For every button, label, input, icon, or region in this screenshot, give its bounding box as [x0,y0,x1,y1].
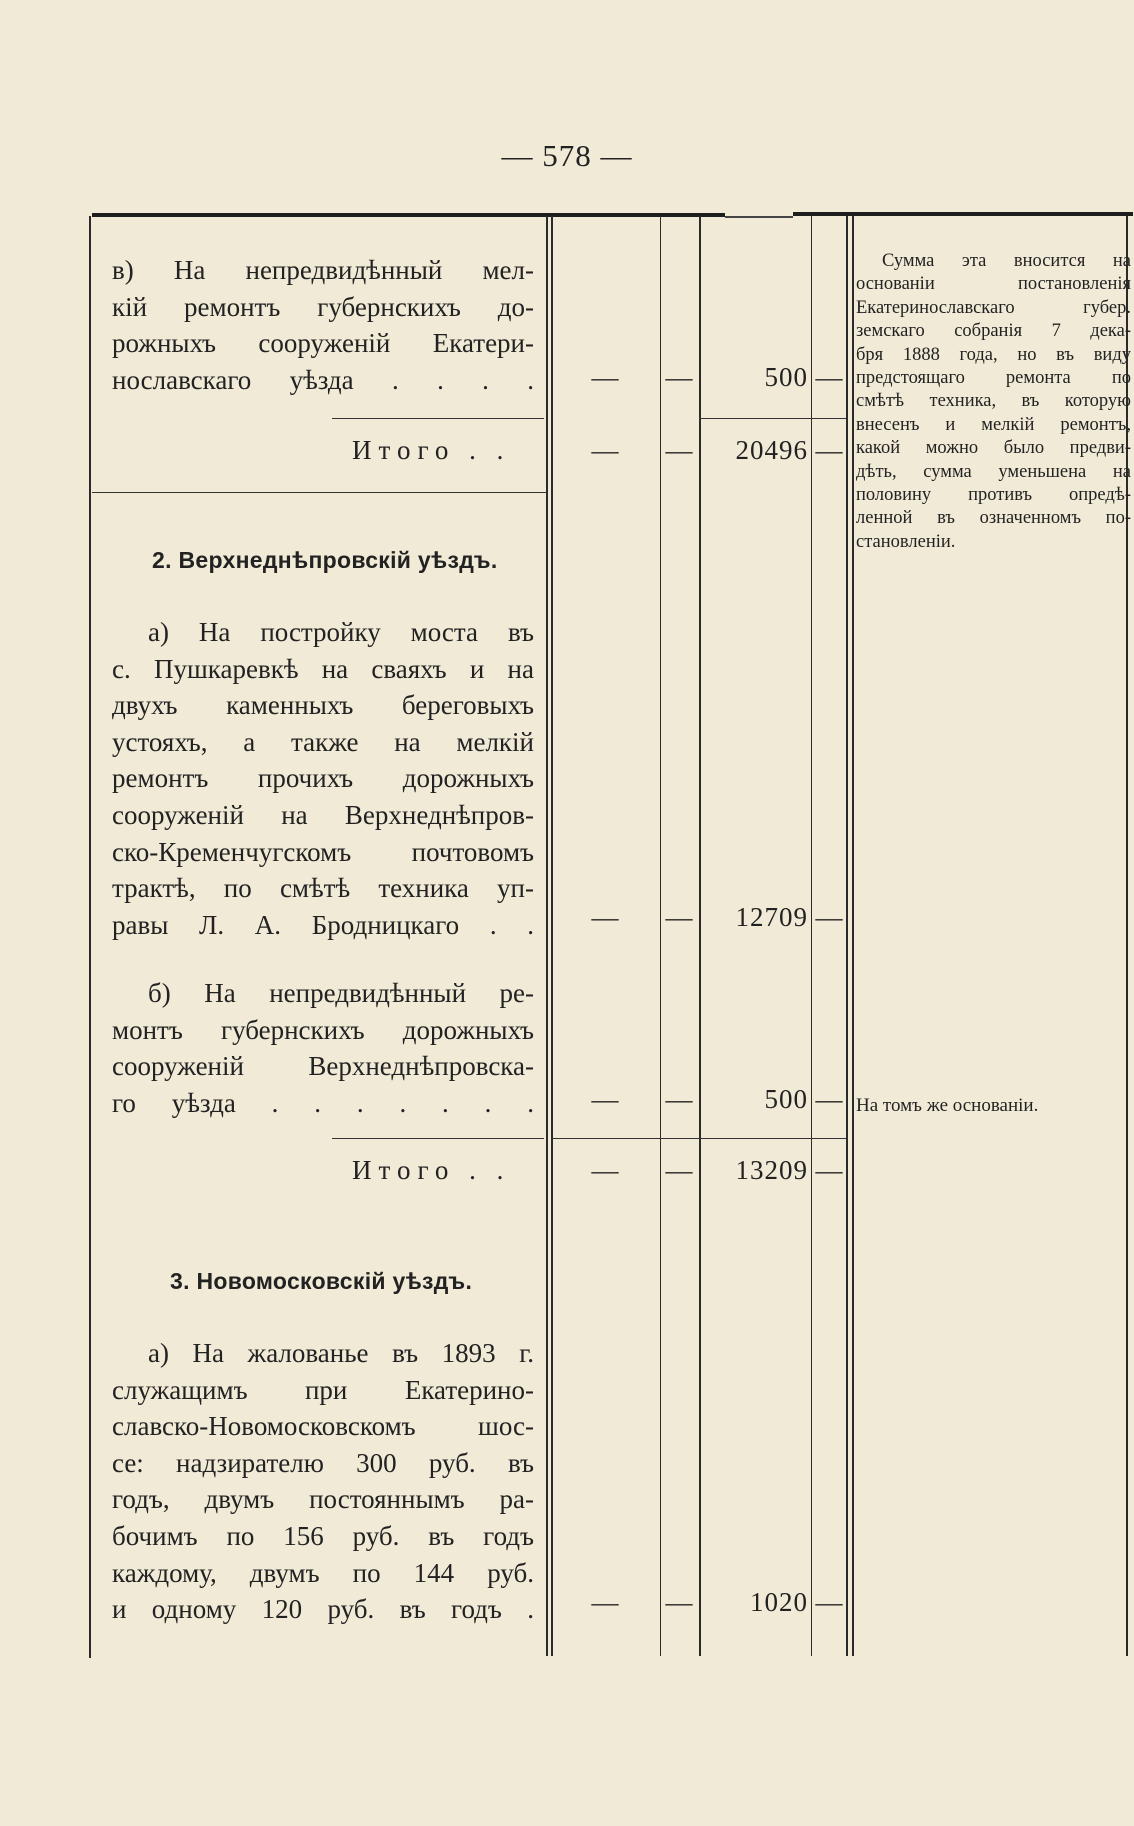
text-line: бочимъ по 156 руб. въ годъ [112,1520,534,1551]
note-v [856,250,1131,554]
section-v-text [112,252,534,398]
top-rule-right [793,212,1133,216]
dash-col4: — [815,1587,843,1617]
text-line: трактѣ, по смѣтѣ техника уп- [112,873,534,904]
text-line: а) На жалованье въ 1893 г. [148,1338,534,1368]
note-line: ленной въ означенномъ по- [856,508,1131,529]
section-2b-text [112,975,534,1121]
text-line: двухъ каменныхъ береговыхъ [112,690,534,721]
note-line: какой можно было предви- [856,438,1131,459]
text-line: ремонтъ прочихъ дорожныхъ [112,763,534,794]
note-line: становленіи. [856,531,956,552]
text-line: в) На непредвидѣнный мел- [112,255,534,285]
text-line: годъ, двумъ постояннымъ ра- [112,1484,534,1515]
note-line: бря 1888 года, но въ виду [856,344,1131,365]
subtotal-rule [332,418,544,419]
note-line: внесенъ и мелкій ремонтъ, [856,414,1131,435]
text-line: равы Л. А. Бродницкаго . . [112,909,534,940]
dash-col2: — [665,902,693,932]
dash-col2: — [665,362,693,392]
text-line: сооруженій на Верхнеднѣпров- [112,799,534,830]
dash-col1: — [591,1155,619,1185]
subtotal-rule [551,1138,847,1139]
text-line: сооруженій Верхнеднѣпровска- [112,1051,534,1082]
note-line: земскаго собранія 7 дека- [856,321,1131,342]
note-line: дѣть, сумма уменьшена на [856,461,1131,482]
total-label: Итого . . [352,1155,511,1185]
text-line: с. Пушкаревкѣ на сваяхъ и на [112,653,534,684]
dash-col2: — [665,1155,693,1185]
dash-col4: — [815,902,843,932]
text-line: рожныхъ сооруженій Екатери- [112,328,534,359]
amount-cell: 500 [764,1084,808,1114]
dash-col2: — [665,1084,693,1114]
text-line: го уѣзда . . . . . . . [112,1087,534,1118]
column-divider [546,216,548,1656]
column-divider [852,216,854,1656]
text-line: ско-Кременчугскомъ почтовомъ [112,836,534,867]
text-line: се: надзирателю 300 руб. въ [112,1447,534,1478]
note-line: основаніи постановленія [856,274,1131,295]
dash-col1: — [591,362,619,392]
dash-col2: — [665,435,693,465]
section-3a-text [112,1335,534,1628]
column-divider [846,216,848,1656]
column-divider [660,216,661,1656]
top-rule [92,213,725,217]
left-border [89,216,91,1658]
note-line: предстоящаго ремонта по [856,367,1131,388]
section-heading: 2. Верхнеднѣпровскій уѣздъ. [152,547,498,573]
text-line: нославскаго уѣзда . . . . [112,364,534,395]
amount-cell: 1020 [750,1587,808,1617]
dash-col4: — [815,1155,843,1185]
dash-col4: — [815,435,843,465]
section-2a-text [112,614,534,943]
dash-col2: — [665,1587,693,1617]
amount-cell: 12709 [735,902,808,932]
note-line: половину противъ опредѣ- [856,484,1131,505]
column-divider [699,216,701,1656]
dash-col1: — [591,1587,619,1617]
subtotal-rule [332,1138,544,1139]
dash-col1: — [591,902,619,932]
text-line: кій ремонтъ губернскихъ до- [112,291,534,322]
dash-col4: — [815,1084,843,1114]
note-line: Екатеринославскаго губер. [856,297,1131,318]
amount-cell: 500 [764,362,808,392]
section-rule [92,492,546,493]
dash-col4: — [815,362,843,392]
text-line: славско-Новомосковскомъ шос- [112,1411,534,1442]
text-line: устояхъ, а также на мелкій [112,726,534,757]
page-number: — 578 — [501,138,633,173]
text-line: монтъ губернскихъ дорожныхъ [112,1014,534,1045]
section-heading: 3. Новомосковскій уѣздъ. [170,1268,473,1294]
total-amount: 13209 [735,1155,808,1185]
dash-col1: — [591,435,619,465]
text-line: и одному 120 руб. въ годъ . [112,1594,534,1625]
text-line: б) На непредвидѣнный ре- [148,978,534,1008]
text-line: каждому, двумъ по 144 руб. [112,1557,534,1588]
column-divider [811,216,812,1656]
dash-col1: — [591,1084,619,1114]
column-divider [551,216,553,1656]
subtotal-rule [699,418,847,419]
total-amount: 20496 [735,435,808,465]
note-same-basis: На томъ же основаніи. [856,1095,1039,1116]
top-rule-join [725,216,793,218]
note-line: смѣтѣ техника, въ которую [856,391,1131,412]
note-line: Сумма эта вносится на [882,251,1131,271]
text-line: служащимъ при Екатерино- [112,1374,534,1405]
total-label: Итого . . [352,435,511,465]
text-line: а) На постройку моста въ [148,617,534,647]
